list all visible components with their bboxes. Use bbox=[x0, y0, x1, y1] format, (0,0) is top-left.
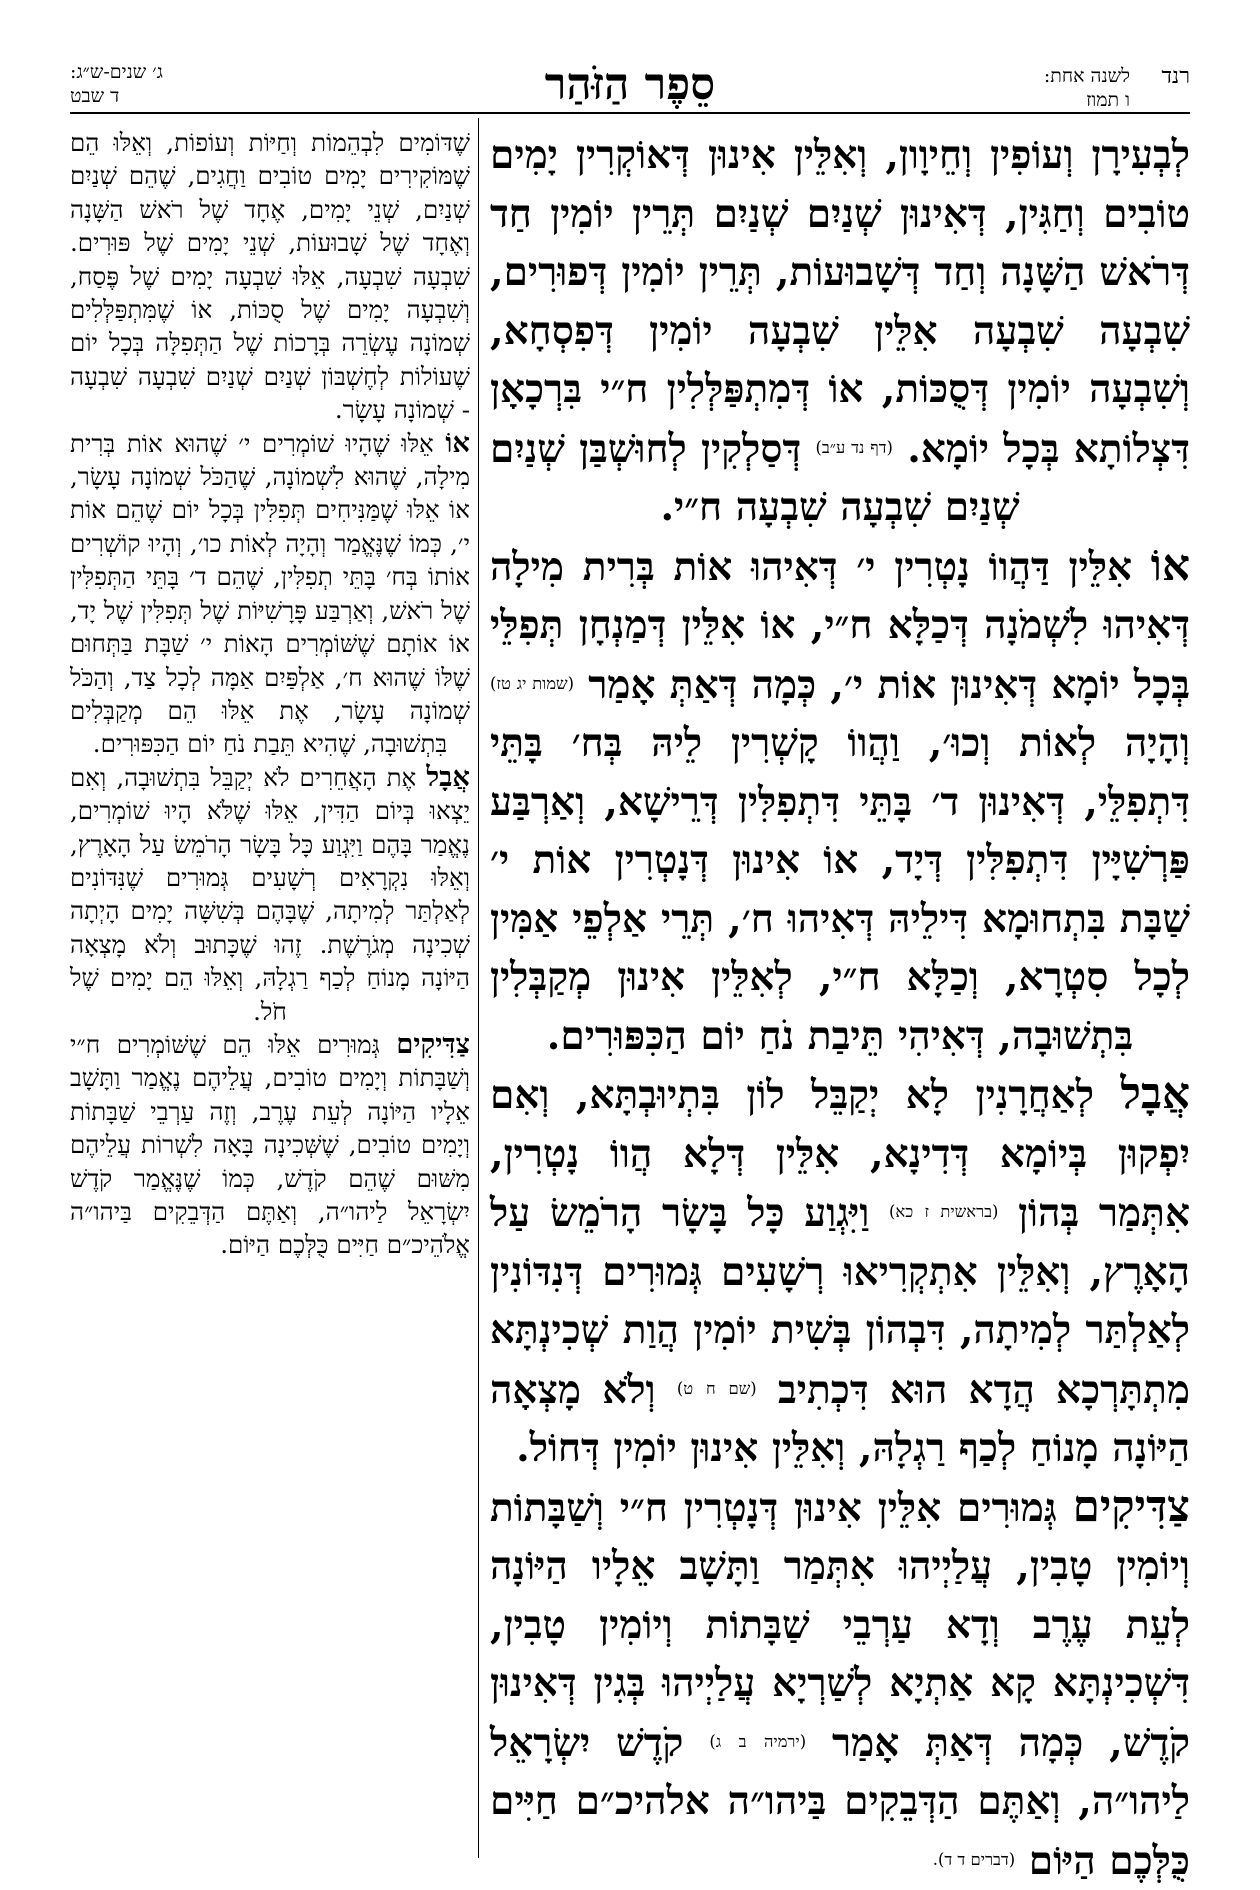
main-text: וְלֹא מָצְאָה הַיּוֹנָה מָנוֹחַ לְכַף רַגְלָהּ, וְאִלֵּין אִינוּן יוֹמִין דְּחוֹל. bbox=[490, 1366, 1190, 1471]
hebrew-translation-column bbox=[70, 126, 470, 1262]
main-paragraph-1 bbox=[490, 126, 1190, 537]
verse-reference: (בראשית ז כא) bbox=[889, 1202, 999, 1221]
paragraph-opener: אֲבָל bbox=[1120, 1068, 1190, 1119]
translation-text: אֶת הָאֲחֵרִים לֹא יְקַבֵּל בִּתְשׁוּבָה, וְאִם יֵצְאוּ בְּיוֹם הַדִּין, אֵלּוּ שֶׁלֹּא הָיוּ שׁוֹמְרִים, נֶאֱמַר בָּהֶם וַיִּגְוַע כָּל בָּשָׂר הָרֹמֵשׂ עַל הָאָרֶץ, וְאֵלּוּ נִקְרָאִים רְשָׁעִים גְּמוּרִים שֶׁנִּדּוֹנִים לְאַלְתַּר לְמִיתָה, שֶׁבָּהֶם בְּשִׁשָּׁה יָמִים הָיְתָה שְׁכִינָה מְגֹרֶשֶׁת. זֶהוּ שֶׁכָּתוּב וְלֹא מָצְאָה הַיּוֹנָה מָנוֹחַ לְכַף רַגְלָהּ, וְאֵלּוּ הֵם יָמִים שֶׁל חֹל. bbox=[70, 762, 470, 1026]
main-paragraph-2 bbox=[490, 537, 1190, 1066]
page-number: רנד bbox=[1161, 64, 1190, 89]
translation-paragraph-4 bbox=[70, 1028, 470, 1262]
main-text: וַיִּגְוַע כָּל בָּשָׂר הָרֹמֵשׂ עַל הָאָרֶץ, וְאִלֵּין אִתְקְרִיאוּ רְשָׁעִים גְּמוּרִים דְּנִדּוֹנִין לְאַלְתַּר לְמִיתָה, דִּבְהוֹן בְּשִׁית יוֹמִין הֲוַת שְׁכִינְתָּא מִתְתָּרְכָא הֲדָא הוּא דִּכְתִיב bbox=[490, 1190, 1190, 1413]
header-left bbox=[70, 60, 240, 108]
aramaic-column bbox=[490, 126, 1190, 1890]
paragraph-opener: צַדִּיקִים bbox=[396, 1027, 470, 1060]
main-text: אִלֵּין דַּהֲווֹ נָטְרִין י׳ דְּאִיהוּ אוֹת בְּרִית מִילָה דְּאִיהוּ לִשְׁמֹנָה דְּכַלָּא ח״י, אוֹ אִלֵּין דְּמַנְחָן תְּפִלֵּי בְּכָל יוֹמָא דְּאִינוּן אוֹת י׳, כְּמָה דְּאַתְּ אָמַר bbox=[490, 543, 1190, 708]
cycle-label: ג׳ שנים-ש״ג: bbox=[70, 61, 163, 83]
verse-reference: (שמות יג טז) bbox=[490, 673, 575, 693]
translation-paragraph-1 bbox=[70, 126, 470, 427]
main-text: גְּמוּרִים אִלֵּין אִינוּן דְּנָטְרִין ח״י וְשַׁבָּתוֹת וְיוֹמִין טָבִין, עֲלַיְיהוּ אִתְּמַר וַתָּשָׁב אֵלָיו הַיּוֹנָה לְעֵת עֶרֶב וְדָא עַרְבֵי שַׁבָּתוֹת וְיוֹמִין טָבִין, דִּשְׁכִינְתָּא קָא אַתְיָא לְשַׁרְיָא עֲלַיְיהוּ בְּגִין דְּאִינוּן קֹדֶשׁ, כְּמָה דְּאַתְּ אָמַר bbox=[490, 1484, 1190, 1766]
reading-date: ו תמוז bbox=[1086, 89, 1130, 111]
translation-paragraph-3 bbox=[70, 761, 470, 1028]
main-text: דְּסַלְקִין לְחוּשְׁבַּן שְׁנַיִם שְׁנַיִם שִׁבְעָה שִׁבְעָה ח״י. bbox=[490, 425, 1020, 530]
translation-paragraph-2 bbox=[70, 427, 470, 761]
main-text: לְאַחֲרָנִין לָא יְקַבֵּל לוֹן בִּתְיוּבְתָּא, וְאִם יִפְקוּן בְּיוֹמָא דְּדִינָא, אִלֵּין דְּלָא הֲווֹ נָטְרִין, אִתְּמַר בְּהוֹן bbox=[490, 1072, 1191, 1236]
page-header bbox=[70, 60, 1190, 120]
verse-reference: (שם ח ט) bbox=[676, 1378, 757, 1398]
source-reference: (דף נד ע״ב) bbox=[815, 437, 893, 457]
cycle-date: ד שבט bbox=[70, 85, 120, 107]
translation-text: אֵלּוּ שֶׁהָיוּ שׁוֹמְרִים י׳ שֶׁהוּא אוֹת בְּרִית מִילָה, שֶׁהוּא לִשְׁמוֹנָה, שֶׁהַכֹּל שְׁמוֹנָה עָשָׂר, אוֹ אֵלּוּ שֶׁמַּנִּיחִים תְּפִלִּין בְּכָל יוֹם שֶׁהֵם אוֹת י׳, כְּמוֹ שֶׁנֶּאֱמַר וְהָיָה לְאוֹת כו׳, וְהָיוּ קוֹשְׁרִים אוֹתוֹ בְּח׳ בָּתֵּי תְפִלִּין, שֶׁהֵם ד׳ בָּתֵּי הַתְּפִלִּין שֶׁל רֹאשׁ, וְאַרְבַּע פָּרָשִׁיּוֹת שֶׁל תְּפִלִּין שֶׁל יָד, אוֹ אוֹתָם שֶׁשּׁוֹמְרִים הָאוֹת י׳ שַׁבָּת בַּתְּחוּם שֶׁלּוֹ שֶׁהוּא ח׳, אַלְפַּיִם אַמָּה לְכָל צַד, וְהַכֹּל שְׁמוֹנָה עָשָׂר, אֶת אֵלּוּ הֵם מְקַבְּלִים בִּתְשׁוּבָה, שֶׁהִיא תֵּבַת נֹחַ יוֹם הַכִּפּוּרִים. bbox=[70, 428, 470, 759]
verse-reference: (דברים ד ד). bbox=[932, 1849, 1016, 1869]
paragraph-opener: אֲבָל bbox=[426, 760, 470, 793]
book-title: סֵפֶר הַזֹּהַר bbox=[544, 59, 716, 110]
translation-text: גְּמוּרִים אֵלּוּ הֵם שֶׁשּׁוֹמְרִים ח״י וְשַׁבָּתוֹת וְיָמִים טוֹבִים, עֲלֵיהֶם נֶאֱמַר וַתָּשָׁב אֵלָיו הַיּוֹנָה לְעֵת עֶרֶב, וְזֶה עַרְבֵי שַׁבָּתוֹת וְיָמִים טוֹבִים, שֶׁשְּׁכִינָה בָּאָה לִשְׁרוֹת עֲלֵיהֶם מִשּׁוּם שֶׁהֵם קֹדֶשׁ, כְּמוֹ שֶׁנֶּאֱמַר קֹדֶשׁ יִשְׂרָאֵל לַיהו״ה, וְאַתֶּם הַדְּבֵקִים בַּיהו״ה אֱלֹהֵיכ״ם חַיִּים כֻּלְּכֶם הַיּוֹם. bbox=[70, 1029, 470, 1260]
verse-reference: (ירמיה ב ג) bbox=[709, 1731, 807, 1751]
main-paragraph-3 bbox=[490, 1065, 1190, 1478]
reading-schedule-label: לשנה אחת: bbox=[1043, 65, 1130, 87]
paragraph-opener: צַדִּיקִים bbox=[1072, 1480, 1191, 1532]
main-text: קֹדֶשׁ יִשְׂרָאֵל לַיהו״ה, וְאַתֶּם הַדְּבֵקִים בַּיהו״ה אלהיכ״ם חַיִּים כֻּלְּכֶם הַיּוֹם bbox=[490, 1719, 1190, 1884]
paragraph-opener: אוֹ bbox=[445, 426, 470, 459]
main-text: וְהָיָה לְאוֹת וְכוּ׳, וַהֲווֹ קָשְׁרִין לֵיהּ בְּח׳ בָּתֵּי דִּתְפִלֵּי, דְּאִינוּן ד׳ בָּתֵּי דִּתְפִלִּין דְּרֵישָׁא, וְאַרְבַּע פַּרְשִׁיָּין דִּתְפִלִּין דְּיָד, אוֹ אִינוּן דְּנָטְרִין אוֹת י׳ שַׁבָּת בִּתְחוּמָא דִּילֵיהּ דְּאִיהוּ ח׳, תְּרֵי אַלְפֵי אַמִּין לְכָל סִטְרָא, וְכַלָּא ח״י, לְאִלֵּין אִינוּן מְקַבְּלִין בִּתְשׁוּבָה, דְּאִיהִי תֵּיבַת נֹחַ יוֹם הַכִּפּוּרִים. bbox=[490, 720, 1190, 1059]
translation-text: שֶׁדּוֹמִים לִבְהֵמוֹת וְחַיּוֹת וְעוֹפוֹת, וְאֵלּוּ הֵם שֶׁמּוֹקִירִים יָמִים טוֹבִים וַחֲגִים, שֶׁהֵם שְׁנַיִם שְׁנַיִם, שְׁנֵי יָמִים, אֶחָד שֶׁל רֹאשׁ הַשָּׁנָה וְאֶחָד שֶׁל שָׁבוּעוֹת, שְׁנֵי יָמִים שֶׁל פּוּרִים. שִׁבְעָה שִׁבְעָה, אֵלּוּ שִׁבְעָה יָמִים שֶׁל פֶּסַח, וְשִׁבְעָה יָמִים שֶׁל סֻכּוֹת, אוֹ שֶׁמִּתְפַּלְּלִים שְׁמוֹנָה עֶשְׂרֵה בְּרָכוֹת שֶׁל הַתְּפִלָּה בְּכָל יוֹם שֶׁעוֹלוֹת לְחֶשְׁבּוֹן שְׁנַיִם שְׁנַיִם שִׁבְעָה שִׁבְעָה - שְׁמוֹנָה עָשָׂר. bbox=[70, 128, 470, 425]
paragraph-opener: אוֹ bbox=[1150, 539, 1191, 591]
header-rule bbox=[70, 112, 1190, 114]
main-text: לְבְעִירָן וְעוֹפִין וְחֵיוָון, וְאִלֵּין אִינוּן דְּאוֹקְרִין יָמִים טוֹבִים וְחַגִּין, דְּאִינוּן שְׁנַיִם שְׁנַיִם תְּרֵין יוֹמִין חַד דְּרֹאשׁ הַשָּׁנָה וְחַד דְּשָׁבוּעוֹת, תְּרֵין יוֹמִין דְּפוּרִים, שִׁבְעָה שִׁבְעָה אִלֵּין שִׁבְעָה יוֹמִין דְּפִסְחָא, וְשִׁבְעָה יוֹמִין דְּסֻכּוֹת, אוֹ דְּמִתְפַּלְּלִין ח״י בִּרְכָאָן דִּצְלוֹתָא בְּכָל יוֹמָא. bbox=[490, 132, 1191, 472]
column-divider bbox=[478, 118, 479, 1858]
main-paragraph-4 bbox=[490, 1478, 1190, 1890]
